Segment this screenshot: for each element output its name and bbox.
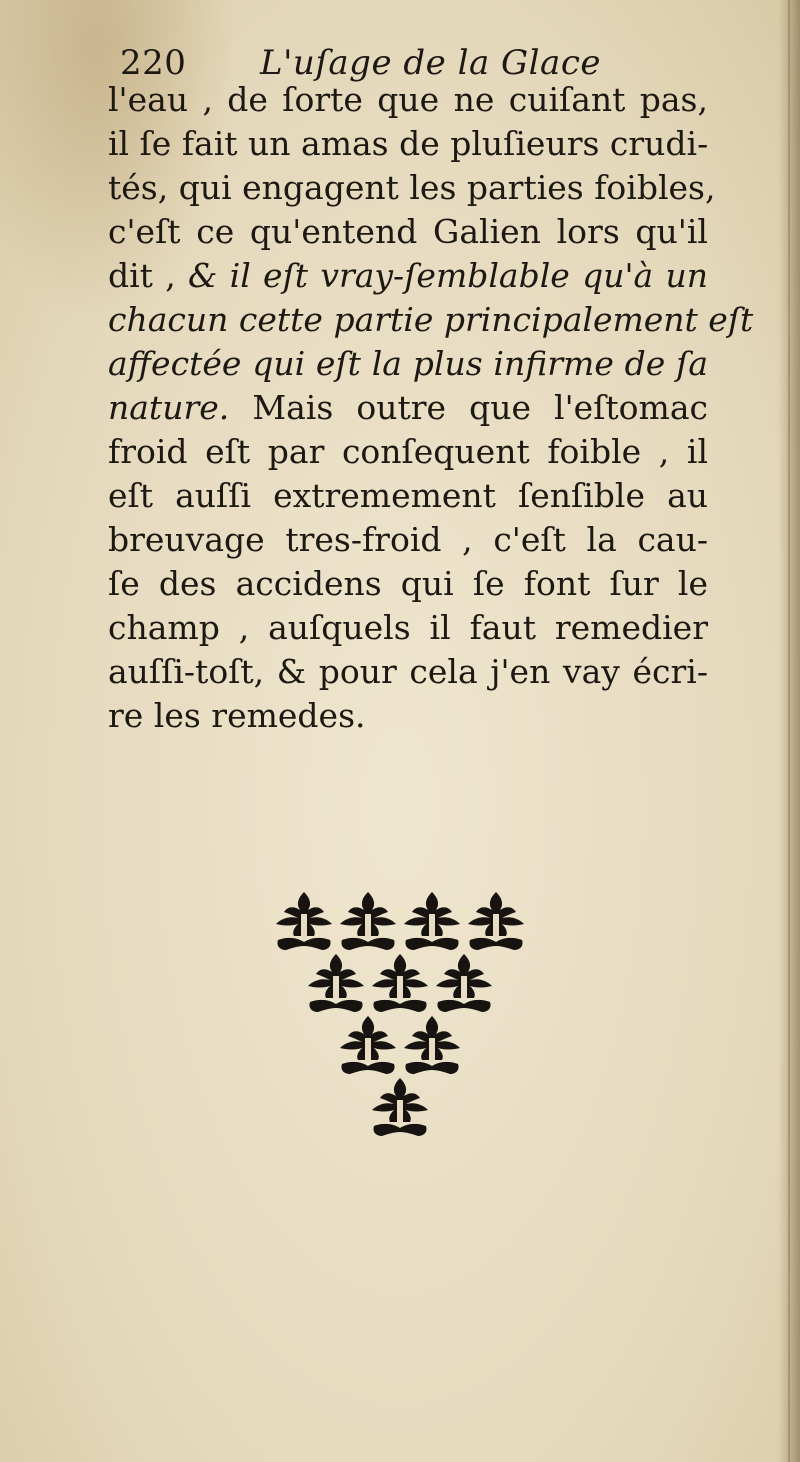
- text-italic-quote: & il eſt vray-ſemblable qu'à un: [188, 256, 708, 295]
- text-line: l'eau , de ſorte que ne cuiſant pas,: [108, 80, 708, 119]
- text-line: eſt auſſi extremement ſenſible au: [108, 476, 708, 515]
- text-line: ſe des accidens qui ſe font ſur le: [108, 564, 708, 603]
- fleuron-icon: [276, 892, 332, 950]
- text-line: tés, qui engagent les parties foibles,: [108, 168, 716, 207]
- text-line: breuvage tres-froid , c'eſt la cau-: [108, 520, 708, 559]
- fleuron-icon: [372, 1078, 428, 1136]
- text-line: c'eſt ce qu'entend Galien lors qu'il: [108, 212, 708, 251]
- fleuron-icon: [404, 892, 460, 950]
- fleuron-icon: [308, 954, 364, 1012]
- fleuron-icon: [340, 892, 396, 950]
- fleuron-icon: [340, 1016, 396, 1074]
- text-roman: dit ,: [108, 256, 188, 295]
- text-line: champ , auſquels il faut remedier: [108, 608, 708, 647]
- running-title: L'uſage de la Glace: [260, 43, 601, 83]
- text-line-italic: affectée qui eſt la plus infirme de ſa: [108, 344, 708, 383]
- text-line: auſſi-toſt, & pour cela j'en vay écri-: [108, 652, 708, 691]
- text-italic-quote: nature.: [108, 388, 230, 427]
- text-line-italic: chacun cette partie principalement eſt: [108, 300, 754, 339]
- text-line: froid eſt par conſequent foible , il: [108, 432, 708, 471]
- text-roman: Mais outre que l'eſtomac: [229, 388, 708, 427]
- page-number: 220: [120, 43, 187, 83]
- text-line-last: re les remedes.: [108, 696, 366, 735]
- text-line: il ſe fait un amas de pluſieurs crudi-: [108, 124, 709, 163]
- fleuron-icon: [436, 954, 492, 1012]
- fleuron-icon: [404, 1016, 460, 1074]
- fleuron-icon: [468, 892, 524, 950]
- fleuron-icon: [372, 954, 428, 1012]
